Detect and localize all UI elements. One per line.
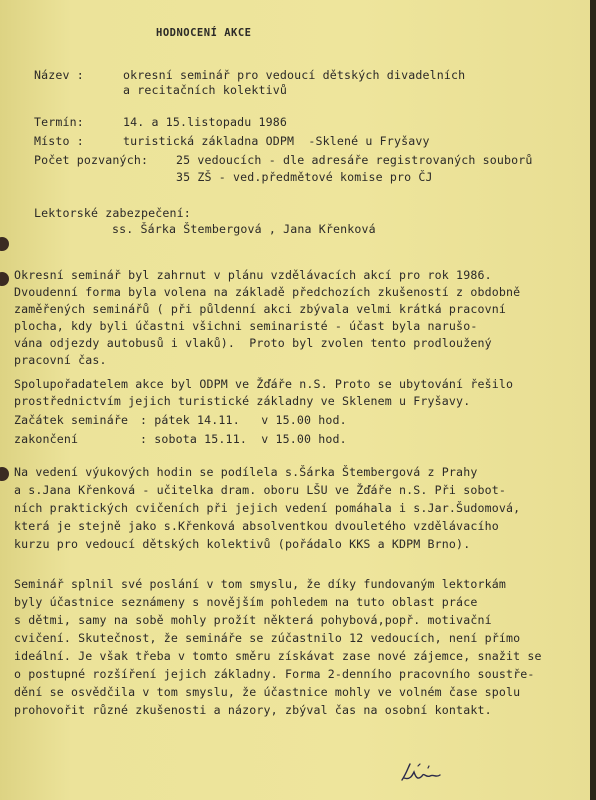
paragraph-line: Seminář splnil své poslání v tom smyslu, že díky fundovaným lektorkám [14, 577, 506, 591]
paragraph-line: cvičení. Skutečnost, že semináře se zúčastnilo 12 vedoucích, není přímo [14, 631, 521, 645]
paragraph-line: prohovořit různé zkušenosti a názory, zbýval čas na osobní kontakt. [14, 703, 492, 717]
lecturers-value: ss. Šárka Štembergová , Jana Křenková [112, 222, 376, 236]
paragraph-line: ideální. Je však třeba v tomto směru získávat zase nové zájemce, snažit se [14, 649, 542, 663]
paragraph-line: vána odjezdy autobusů i vlaků). Proto byl zvolen tento prodloužený [14, 336, 492, 350]
paragraph-line: kurzu pro vedoucí dětských kolektivů (pořádalo KKS a KDPM Brno). [14, 537, 471, 551]
paragraph-line: Okresní seminář byl zahrnut v plánu vzdělávacích akcí pro rok 1986. [14, 268, 492, 282]
lecturers-label: Lektorské zabezpečení: [34, 206, 191, 220]
paragraph-line: dění se osvědčila v tom smyslu, že účastnice mohly ve volném čase spolu [14, 685, 521, 699]
pocet-value-line: 35 ZŠ - ved.předmětové komise pro ČJ [176, 170, 433, 184]
nazev-label: Název : [34, 68, 84, 82]
termin-label: Termín: [34, 115, 84, 129]
document-title: HODNOCENÍ AKCE [156, 27, 252, 39]
paragraph-line: Spolupořadatelem akce byl ODPM ve Žďáře n.S. Proto se ubytování řešilo [14, 377, 514, 391]
paragraph-line: ních praktických cvičeních při jejich vedení pomáhala i s.Jar.Šudomová, [14, 501, 521, 515]
paragraph-line: o postupné rozšíření jejich základny. Forma 2-denního pracovního soustře- [14, 667, 535, 681]
misto-label: Místo : [34, 134, 84, 148]
pocet-value-line: 25 vedoucích - dle adresáře registrovaných souborů [176, 153, 533, 167]
misto-value: turistická základna ODPM -Sklené u Fryšavy [123, 134, 430, 148]
handwritten-signature [398, 760, 446, 790]
page-edge-shadow [590, 0, 596, 800]
paragraph-line: Na vedení výukových hodin se podílela s.Šárka Štembergová z Prahy [14, 465, 478, 479]
paragraph-line: prostřednictvím jejich turistické základny ve Sklenem u Fryšavy. [14, 394, 471, 408]
paragraph-line: a s.Jana Křenková - učitelka dram. oboru LŠU ve Žďáře n.S. Při sobot- [14, 483, 506, 497]
nazev-value-line: okresní seminář pro vedoucí dětských divadelních [123, 68, 466, 82]
pocet-label: Počet pozvaných: [34, 153, 149, 167]
paragraph-line: zaměřených seminářů ( při půldenní akci zbývala velmi krátká pracovní [14, 302, 506, 316]
schedule-end-value: : sobota 15.11. v 15.00 hod. [140, 432, 347, 446]
schedule-start-label: Začátek semináře [14, 413, 129, 427]
paragraph-line: byly účastnice seznámeny s novějším pohledem na tuto oblast práce [14, 595, 478, 609]
schedule-end-label: zakončení [14, 432, 79, 446]
paragraph-line: Dvoudenní forma byla volena na základě předchozích zkušeností z obdobně [14, 285, 521, 299]
paragraph-line: která je stejně jako s.Křenková absolventkou dvouletého vzdělávacího [14, 519, 499, 533]
nazev-value-line: a recitačních kolektivů [123, 83, 287, 97]
paragraph-line: plocha, kdy byli účastni všichni seminaristé - účast byla narušo- [14, 319, 478, 333]
paragraph-line: s dětmi, samy na sobě mohly prožít některá pohybová,popř. motivační [14, 613, 492, 627]
paragraph-line: pracovní čas. [14, 353, 107, 367]
termin-value: 14. a 15.listopadu 1986 [123, 115, 287, 129]
schedule-start-value: : pátek 14.11. v 15.00 hod. [140, 413, 347, 427]
